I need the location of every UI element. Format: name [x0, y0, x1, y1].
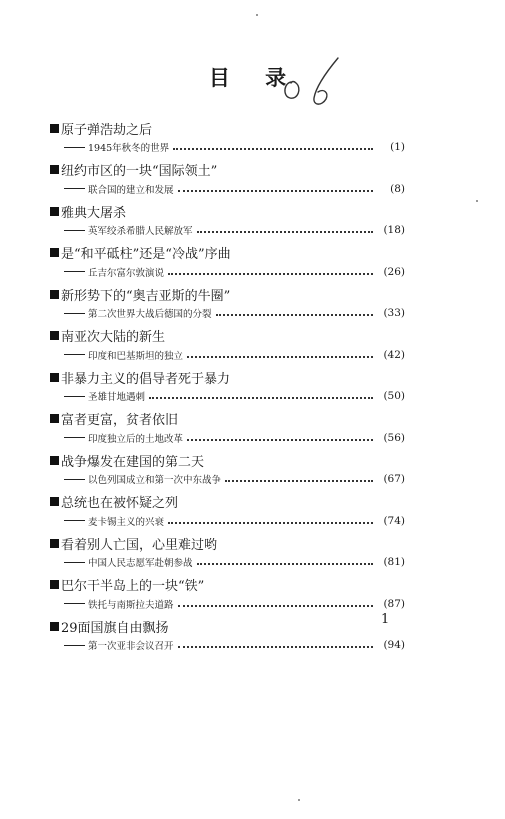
subtitle-row: [50, 138, 405, 156]
square-bullet-icon: [50, 290, 59, 299]
square-bullet-icon: [50, 373, 59, 382]
dash-rule: [64, 520, 85, 521]
dot-leader: [178, 190, 373, 192]
dash-rule: [64, 354, 85, 355]
dash-rule: [64, 562, 85, 563]
page-reference: (33): [383, 307, 405, 319]
chapter-title-row: [50, 492, 405, 512]
toc-entry: [50, 616, 405, 658]
chapter-title-row: [50, 575, 405, 595]
subtitle-row: [50, 553, 405, 571]
chapter-title-row: [50, 284, 405, 304]
chapter-title: 总统也在被怀疑之列: [61, 496, 179, 511]
chapter-subtitle: 联合国的建立和发展: [88, 184, 174, 196]
chapter-title: 原子弹浩劫之后: [61, 122, 153, 138]
chapter-title: 新形势下的“奥吉亚斯的牛圈”: [61, 288, 231, 304]
chapter-subtitle: 圣雄甘地遇刺: [88, 392, 146, 403]
toc-entry: [50, 160, 405, 202]
toc-entry: [50, 118, 405, 160]
square-bullet-icon: [50, 124, 59, 133]
chapter-subtitle: 丘吉尔富尔敦演说: [88, 267, 165, 279]
chapter-subtitle: 1945年秋冬的世界: [88, 143, 170, 154]
chapter-title: 29面国旗自由飘扬: [61, 620, 169, 636]
dash-rule: [64, 230, 85, 231]
page-reference: (18): [383, 224, 405, 236]
chapter-title: 纽约市区的一块“国际领土”: [61, 164, 218, 179]
square-bullet-icon: [50, 622, 59, 631]
dash-rule: [64, 437, 85, 438]
toc-entry: [50, 492, 405, 534]
toc-entry: [50, 533, 405, 575]
chapter-subtitle: 印度和巴基斯坦的独立: [88, 350, 184, 362]
toc-entry: [50, 575, 405, 617]
page-reference: (81): [383, 556, 405, 568]
subtitle-row: [50, 429, 405, 447]
page-reference: (67): [383, 473, 405, 485]
chapter-subtitle: 以色列国成立和第一次中东战争: [88, 475, 222, 486]
toc-entry: [50, 243, 405, 285]
chapter-title-row: [50, 326, 405, 346]
chapter-subtitle: 第一次亚非会议召开: [88, 641, 174, 652]
chapter-title-row: [50, 409, 405, 429]
dash-rule: [64, 645, 85, 646]
chapter-title: 富者更富，贫者依旧: [61, 413, 179, 428]
dash-rule: [64, 603, 85, 604]
dot-leader: [149, 397, 373, 399]
page-reference: (1): [390, 141, 405, 153]
dot-leader: [187, 356, 373, 358]
chapter-title-row: [50, 118, 405, 138]
dot-leader: [187, 439, 373, 441]
scan-speck: [256, 14, 258, 16]
chapter-title: 南亚次大陆的新生: [61, 330, 166, 345]
square-bullet-icon: [50, 580, 59, 589]
toc-entry: [50, 326, 405, 368]
square-bullet-icon: [50, 331, 59, 340]
toc-entry: [50, 450, 405, 492]
dot-leader: [225, 480, 373, 482]
page-reference: (8): [390, 182, 405, 195]
page-reference: (94): [383, 639, 405, 651]
square-bullet-icon: [50, 414, 59, 423]
subtitle-row: [50, 595, 405, 613]
square-bullet-icon: [50, 539, 59, 548]
chapter-title-row: [50, 533, 405, 553]
page-title: 目 录: [208, 66, 301, 90]
square-bullet-icon: [50, 497, 59, 506]
square-bullet-icon: [50, 248, 59, 257]
dash-rule: [64, 313, 85, 314]
subtitle-row: [50, 470, 405, 488]
page-number: 1: [381, 612, 390, 627]
chapter-subtitle: 第二次世界大战后德国的分裂: [88, 309, 212, 320]
chapter-subtitle: 中国人民志愿军赴朝参战: [88, 558, 193, 569]
dash-rule: [64, 188, 85, 189]
subtitle-row: [50, 180, 405, 198]
subtitle-row: [50, 636, 405, 654]
dot-leader: [178, 605, 373, 607]
page-reference: (26): [383, 265, 405, 278]
dash-rule: [64, 271, 85, 272]
subtitle-row: [50, 221, 405, 239]
dot-leader: [197, 563, 373, 565]
chapter-title: 雅典大屠杀: [61, 205, 127, 221]
scan-speck: [476, 200, 478, 202]
dot-leader: [168, 522, 373, 524]
toc-entry: [50, 284, 405, 326]
page-reference: (74): [383, 514, 405, 527]
chapter-subtitle: 英军绞杀希腊人民解放军: [88, 226, 193, 237]
subtitle-row: [50, 263, 405, 281]
page-reference: (56): [383, 431, 405, 444]
toc-entry: [50, 367, 405, 409]
chapter-title: 看着别人亡国，心里难过哟: [61, 537, 218, 553]
square-bullet-icon: [50, 165, 59, 174]
dot-leader: [178, 646, 373, 648]
scan-speck: [298, 799, 300, 801]
chapter-title-row: [50, 243, 405, 263]
chapter-title: 是“和平砥柱”还是“冷战”序曲: [61, 247, 231, 262]
subtitle-row: [50, 387, 405, 405]
chapter-title: 非暴力主义的倡导者死于暴力: [61, 371, 231, 387]
chapter-title-row: [50, 160, 405, 180]
chapter-title: 巴尔干半岛上的一块“铁”: [61, 579, 205, 594]
chapter-subtitle: 印度独立后的土地改革: [88, 433, 184, 445]
chapter-title-row: [50, 367, 405, 387]
dash-rule: [64, 147, 85, 148]
chapter-title-row: [50, 616, 405, 636]
dot-leader: [197, 231, 373, 233]
chapter-title: 战争爆发在建国的第二天: [61, 454, 205, 470]
chapter-subtitle: 麦卡锡主义的兴衰: [88, 516, 165, 528]
subtitle-row: [50, 304, 405, 322]
page-reference: (87): [383, 597, 405, 610]
handwritten-page-mark: [278, 52, 358, 112]
dash-rule: [64, 479, 85, 480]
subtitle-row: [50, 346, 405, 364]
square-bullet-icon: [50, 456, 59, 465]
chapter-title-row: [50, 450, 405, 470]
subtitle-row: [50, 512, 405, 530]
dash-rule: [64, 396, 85, 397]
chapter-subtitle: 铁托与南斯拉夫道路: [88, 599, 174, 611]
page-reference: (50): [383, 390, 405, 402]
page-reference: (42): [383, 348, 405, 361]
square-bullet-icon: [50, 207, 59, 216]
chapter-title-row: [50, 201, 405, 221]
table-of-contents: [50, 118, 405, 658]
toc-entry: [50, 201, 405, 243]
toc-entry: [50, 409, 405, 451]
dot-leader: [173, 148, 373, 150]
dot-leader: [216, 314, 373, 316]
dot-leader: [168, 273, 373, 275]
